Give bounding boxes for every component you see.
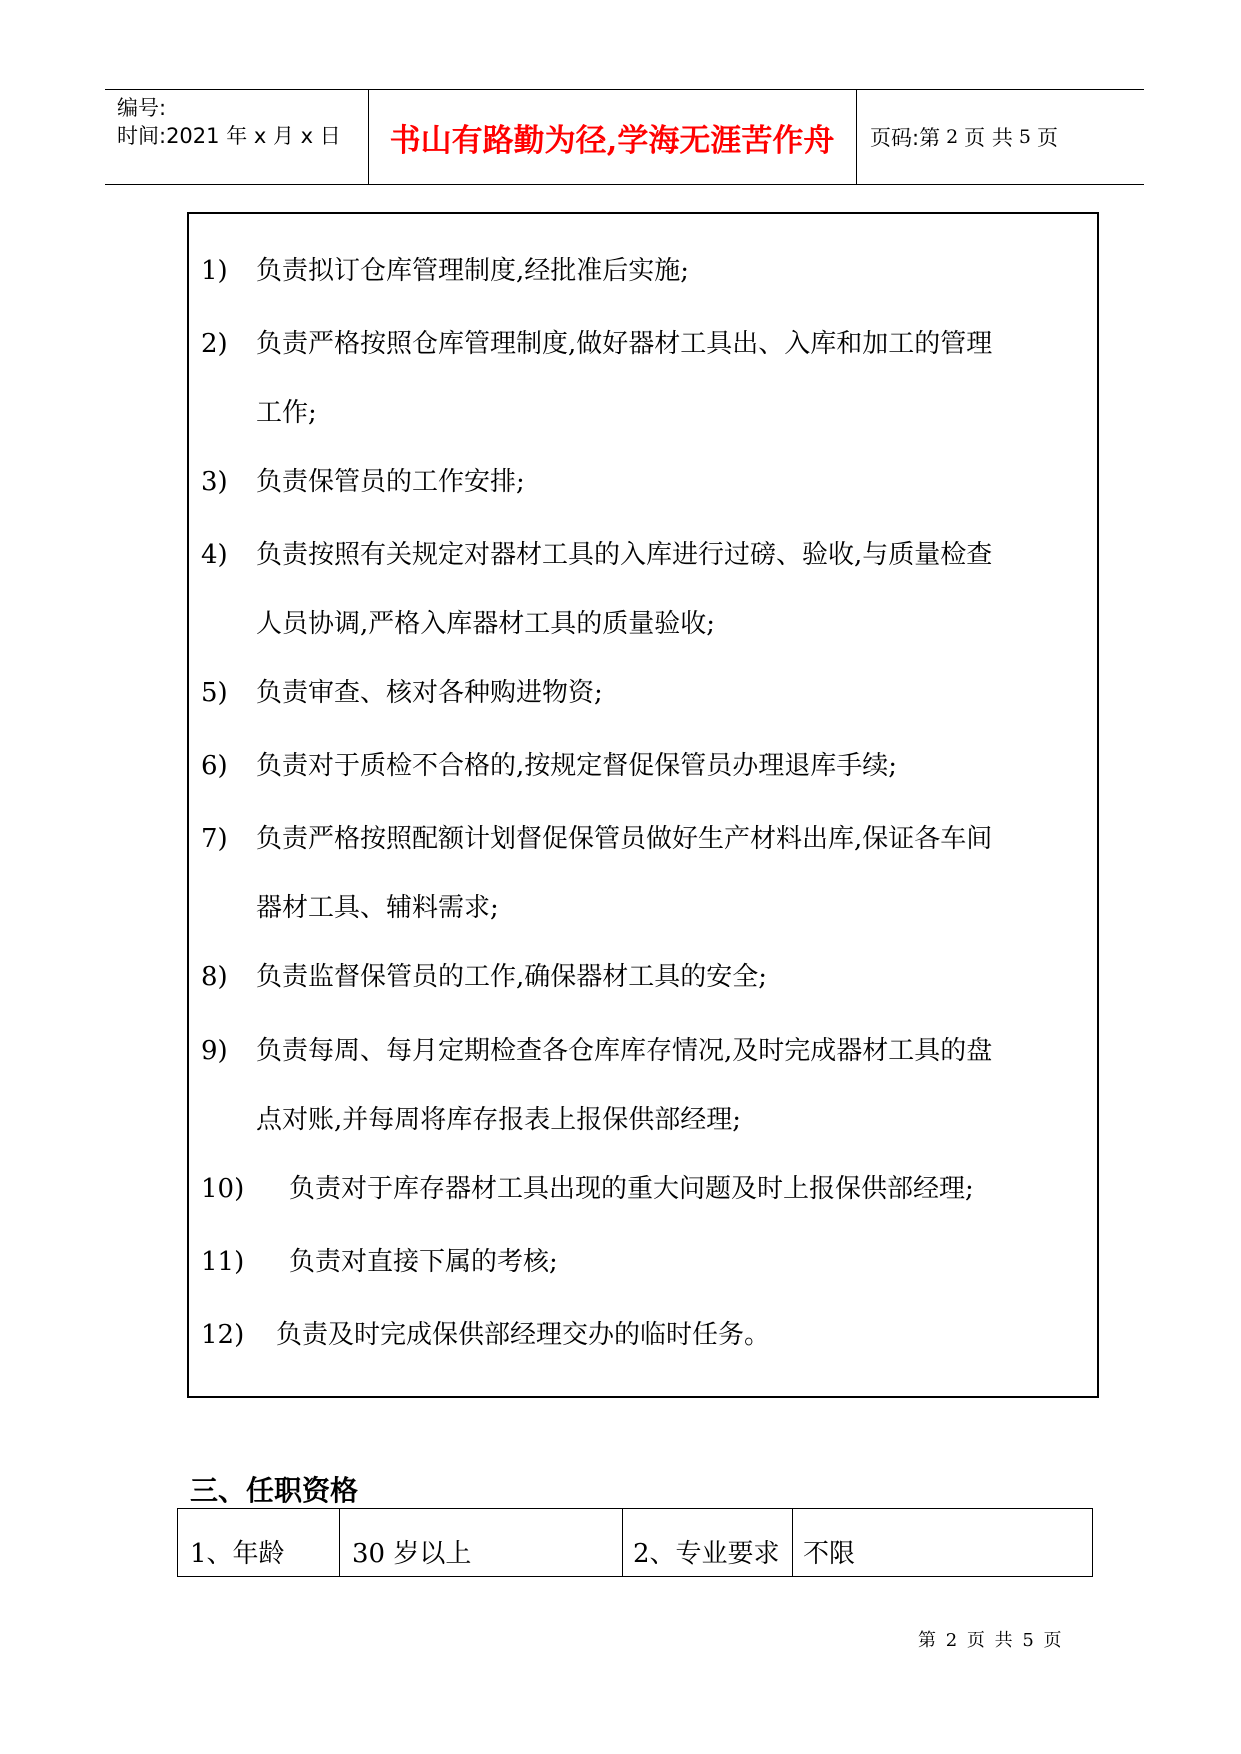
page-suffix: 页 — [1036, 126, 1058, 150]
duty-text-continued: 器材工具、辅料需求; — [256, 893, 499, 923]
duty-item — [201, 1318, 770, 1352]
duty-number: 8) — [201, 962, 228, 992]
document-time-label: 时间:2021 年 x 月 x 日 — [117, 124, 341, 148]
qualification-table — [177, 1508, 1093, 1577]
page-header — [105, 89, 1144, 185]
header-meta — [117, 94, 362, 150]
duty-text: 负责及时完成保供部经理交办的临时任务。 — [276, 1320, 771, 1350]
duty-number: 7) — [201, 824, 228, 854]
duty-number: 5) — [201, 678, 228, 708]
duty-item — [201, 1245, 558, 1279]
qualification-value-age: 30 岁以上 — [340, 1509, 623, 1576]
duty-text: 负责对于质检不合格的,按规定督促保管员办理退库手续; — [256, 751, 898, 781]
duty-text-continued: 点对账,并每周将库存报表上报保供部经理; — [256, 1105, 742, 1135]
duty-text: 负责按照有关规定对器材工具的入库进行过磅、验收,与质量检查 — [256, 540, 993, 570]
duty-item — [201, 960, 767, 994]
qualification-label-age: 1、年龄 — [178, 1509, 340, 1576]
duty-number: 1) — [201, 256, 228, 286]
duty-item — [201, 538, 992, 572]
duty-number: 11) — [201, 1247, 245, 1277]
duty-text: 负责拟订仓库管理制度,经批准后实施; — [256, 256, 690, 286]
page-current: 2 — [946, 126, 959, 148]
duty-number: 3) — [201, 467, 228, 497]
page-footer: 第 2 页 共 5 页 — [918, 1630, 1062, 1651]
qualification-value-major: 不限 — [803, 1539, 856, 1569]
section-title: 三、任职资格 — [190, 1474, 359, 1507]
duty-item — [201, 254, 689, 288]
duty-text: 负责对直接下属的考核; — [289, 1247, 558, 1277]
duty-item — [201, 327, 992, 361]
duty-item — [201, 749, 897, 783]
duty-item — [201, 822, 992, 856]
duty-text: 负责审查、核对各种购进物资; — [256, 678, 603, 708]
duty-number: 2) — [201, 329, 228, 359]
page-prefix: 页码:第 — [870, 126, 941, 150]
duty-number: 6) — [201, 751, 228, 781]
duty-text-continued: 人员协调,严格入库器材工具的质量验收; — [256, 609, 716, 639]
qualification-label-major: 2、专业要求 — [623, 1509, 793, 1576]
duty-item — [201, 676, 603, 710]
duty-text: 负责保管员的工作安排; — [256, 467, 525, 497]
duty-text: 负责对于库存器材工具出现的重大问题及时上报保供部经理; — [289, 1174, 974, 1204]
duties-box — [187, 212, 1099, 1398]
duty-text: 负责每周、每月定期检查各仓库库存情况,及时完成器材工具的盘 — [256, 1036, 993, 1066]
duty-item — [201, 1034, 992, 1068]
duty-item — [201, 465, 525, 499]
duty-text: 负责严格按照仓库管理制度,做好器材工具出、入库和加工的管理 — [256, 329, 993, 359]
page-total: 5 — [1018, 126, 1031, 148]
header-motto: 书山有路勤为径,学海无涯苦作舟 — [389, 122, 835, 159]
duty-text: 负责严格按照配额计划督促保管员做好生产材料出库,保证各车间 — [256, 824, 993, 854]
duty-item — [201, 1172, 974, 1206]
duty-number: 10) — [201, 1174, 245, 1204]
duty-number: 4) — [201, 540, 228, 570]
duty-text-continued: 工作; — [256, 398, 317, 428]
header-page-info — [870, 90, 1058, 184]
duty-number: 9) — [201, 1036, 228, 1066]
duty-number: 12) — [201, 1320, 245, 1350]
duty-text: 负责监督保管员的工作,确保器材工具的安全; — [256, 962, 768, 992]
page-mid: 页 共 — [964, 126, 1013, 150]
header-divider — [856, 90, 857, 184]
document-number-label: 编号: — [117, 96, 167, 120]
